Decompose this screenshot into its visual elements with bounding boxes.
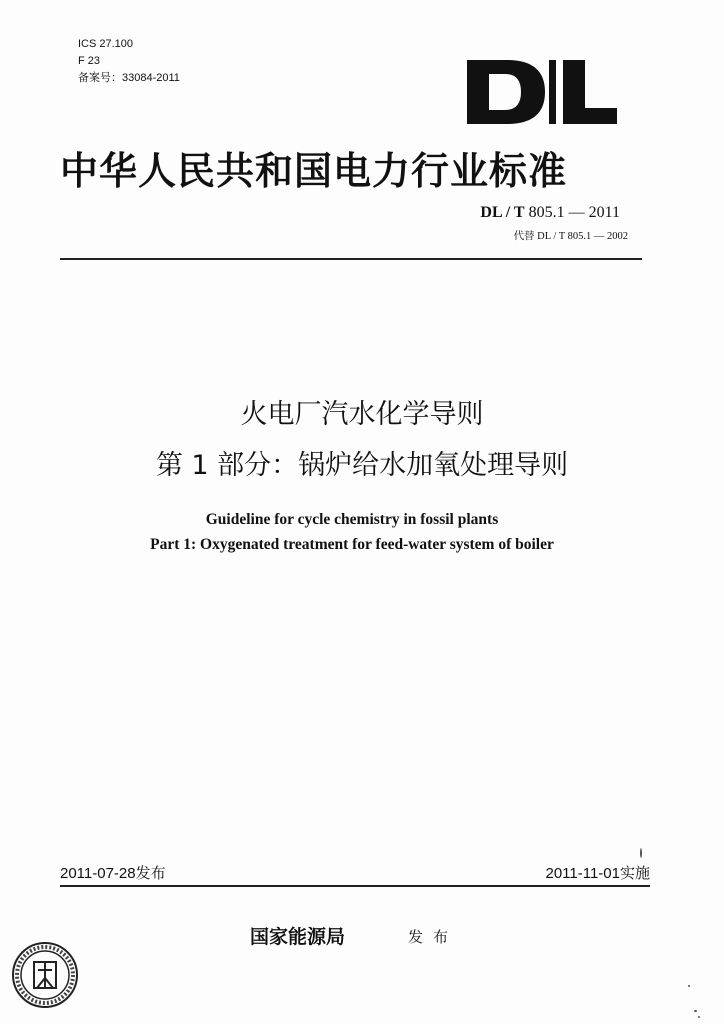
scan-speck: [694, 1010, 697, 1012]
replaces-note: 代替 DL / T 805.1 — 2002: [513, 231, 628, 242]
standard-code: 805.1 — 2011: [524, 204, 620, 221]
standard-number: [480, 204, 620, 222]
publisher-name: 国家能源局: [250, 926, 346, 948]
publish-label: 发布: [408, 928, 459, 946]
chinese-title-line-1: 火电厂汽水化学导则: [240, 399, 484, 430]
scan-speck: [640, 848, 642, 858]
english-title-line-2: Part 1: Oxygenated treatment for feed-water system of boiler: [150, 536, 554, 553]
scan-speck: [688, 985, 690, 987]
header-divider: [60, 258, 642, 260]
record-number: 备案号：33084-2011: [78, 72, 180, 84]
implementation-date: 2011-11-01实施: [545, 865, 650, 882]
english-title-line-1: Guideline for cycle chemistry in fossil plants: [205, 511, 499, 528]
chinese-title-line-2: 第 1 部分：锅炉给水加氧处理导则: [155, 450, 569, 481]
ics-code: ICS 27.100: [78, 38, 134, 50]
industry-standard-heading: 中华人民共和国电力行业标准: [60, 148, 568, 193]
dl-logo-icon: [467, 60, 617, 124]
issue-date: 2011-07-28发布: [60, 865, 166, 882]
standard-prefix: DL / T: [480, 204, 525, 221]
scan-speck: [698, 1016, 700, 1018]
classification-block: [78, 36, 180, 87]
publisher-seal-icon: [10, 940, 80, 1010]
category-code: F 23: [78, 55, 101, 67]
footer-divider: [60, 885, 650, 887]
